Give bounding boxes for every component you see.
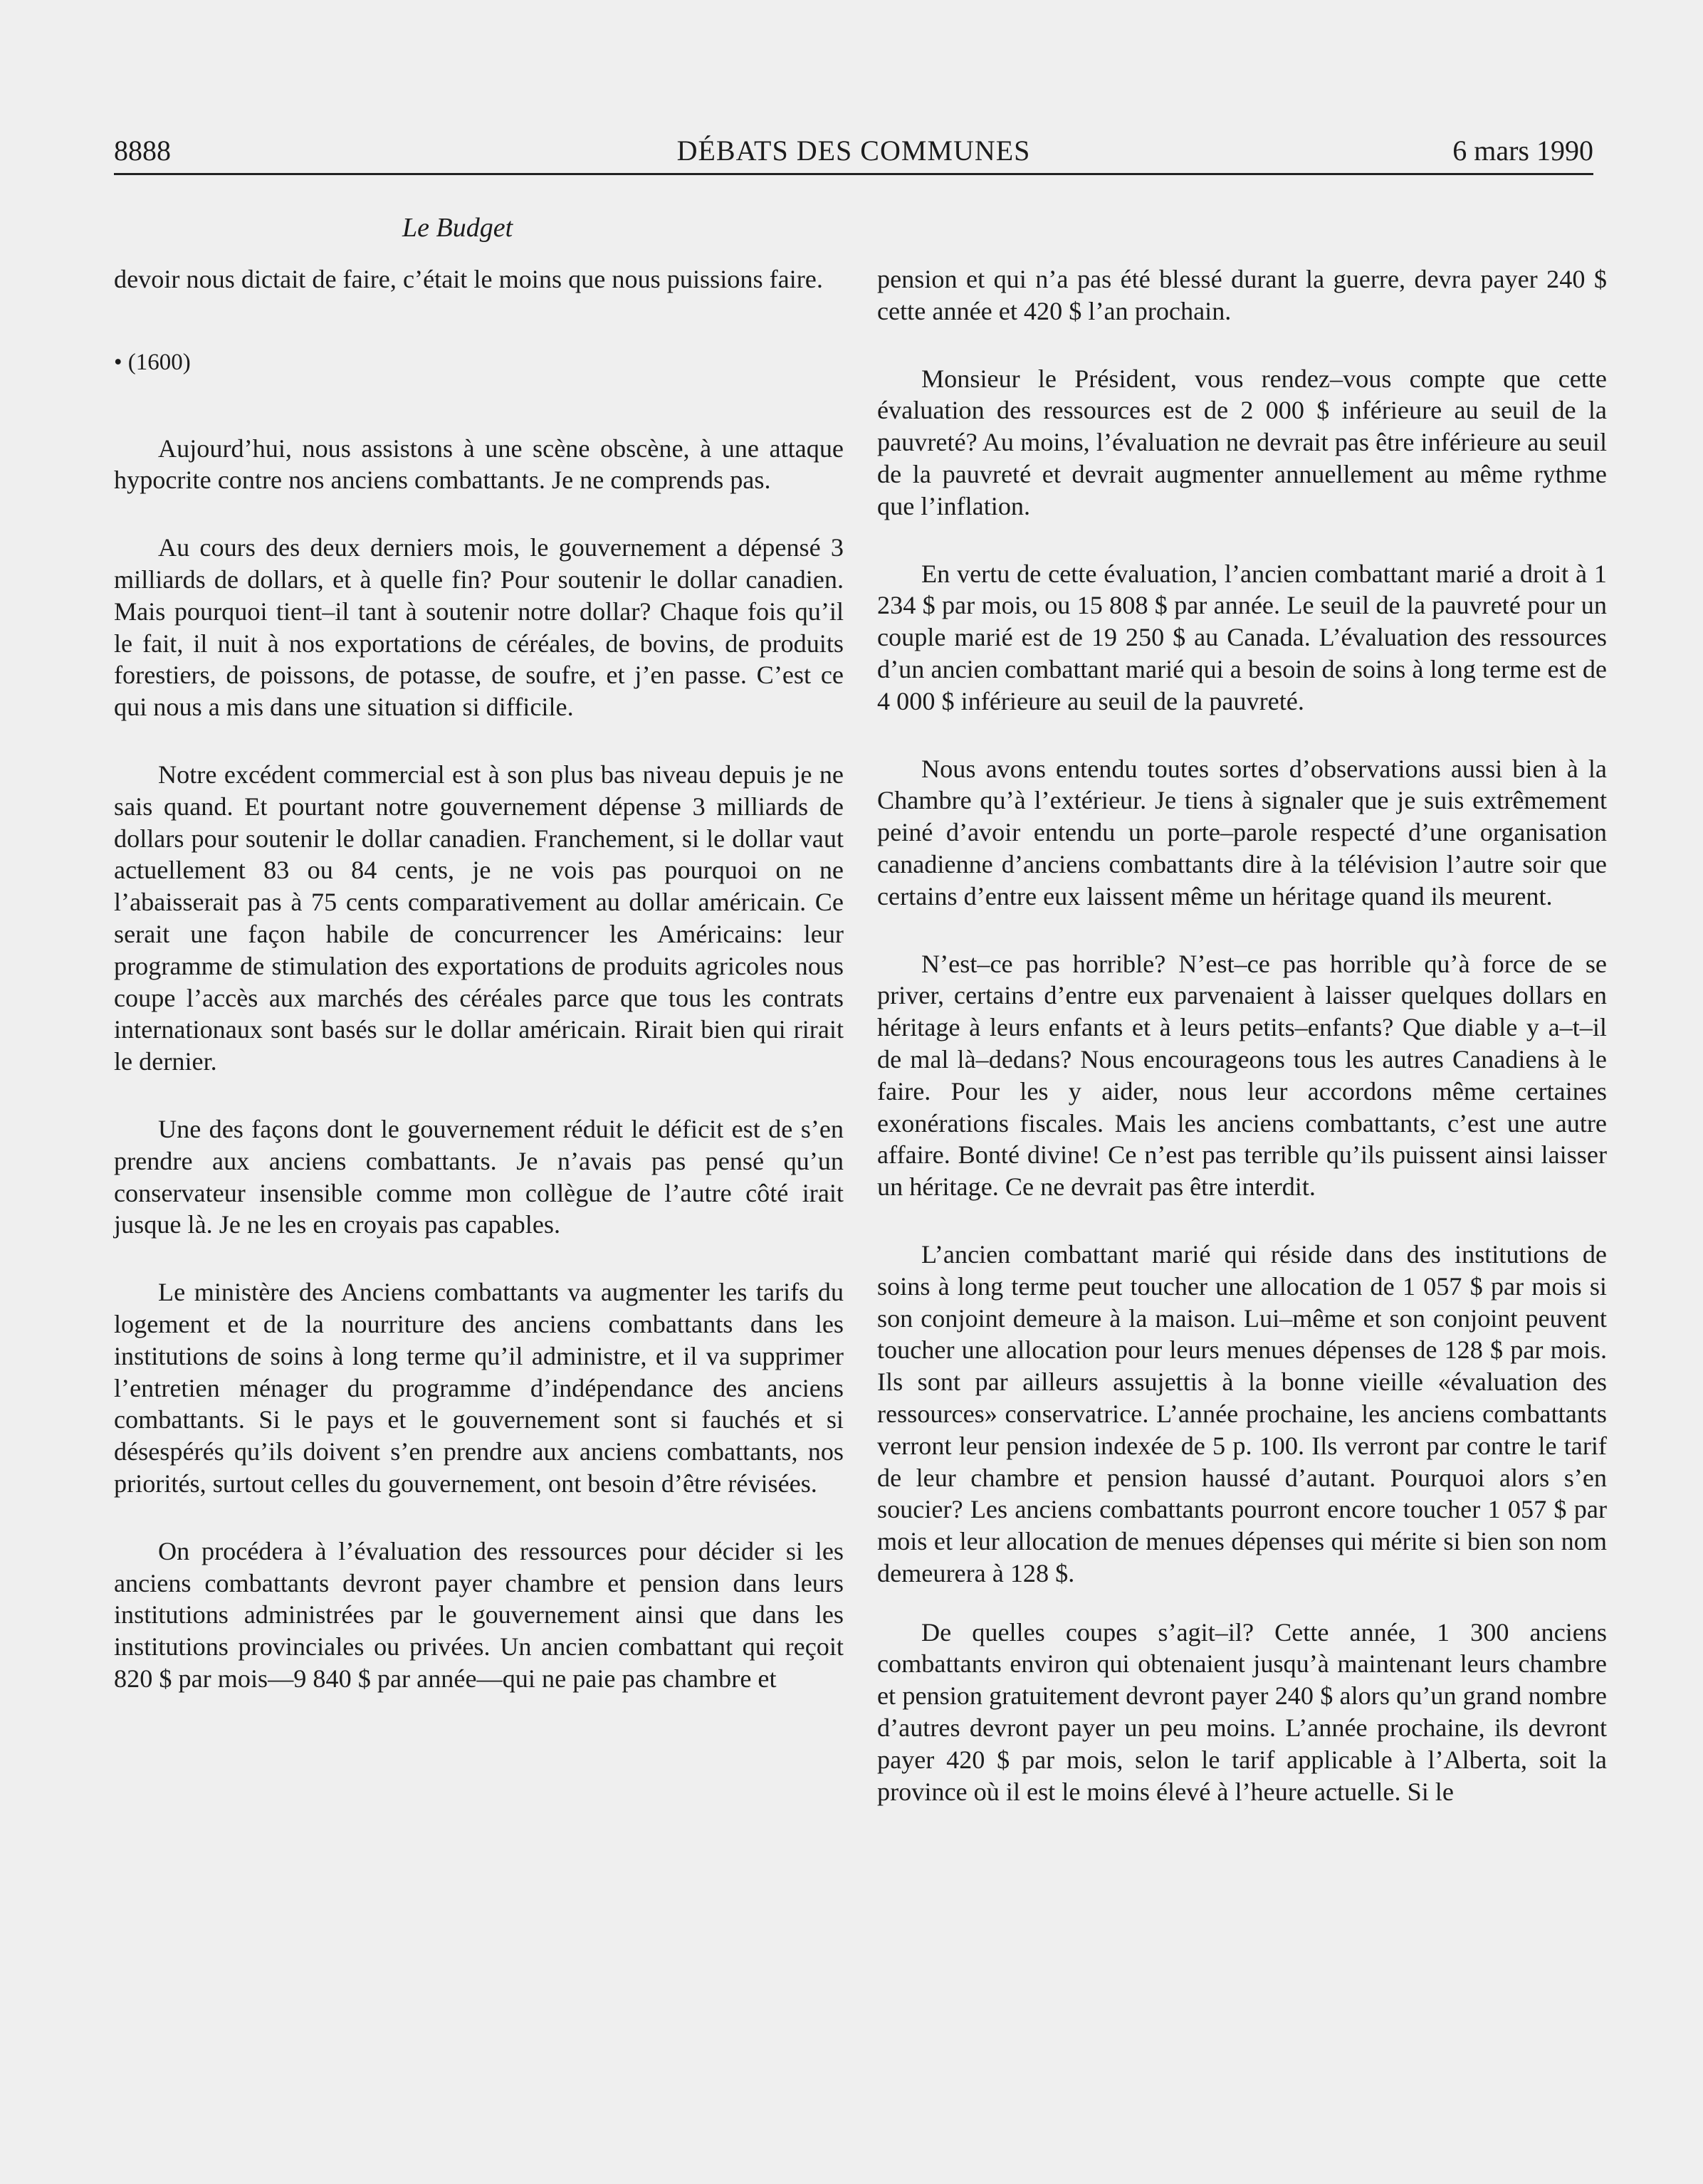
publication-date: 6 mars 1990 xyxy=(1452,135,1593,167)
paragraph: Nous avons entendu toutes sortes d’observations aussi bien à la Chambre qu’à l’extérieur. Je tiens à signaler que je suis extrêmement peiné d’avoir entendu un porte–parole respecté d’une organisation canadienne d’anciens combattants dire à la télévision l’autre soir que certains d’entre eux laissent même un héritage quand ils meurent. xyxy=(877,754,1607,910)
paragraph: Monsieur le Président, vous rendez–vous compte que cette évaluation des ressources est de 2 000 $ inférieure au seuil de la pauvreté? Au moins, l’évaluation ne devrait pas être inférieure au seuil de la pauvreté et devrait augmenter annuellement au même rythme que l’inflation. xyxy=(877,364,1607,520)
paragraph: On procédera à l’évaluation des ressources pour décider si les anciens combattants devront payer chambre et pension dans leurs institutions administrées par le gouvernement ainsi que dans les institutions provinciales ou privées. Un ancien combattant qui reçoit 820 $ par mois—9 840 $ par année—qui ne paie pas chambre et xyxy=(114,1536,844,1693)
paragraph: Le ministère des Anciens combattants va augmenter les tarifs du logement et de la nourriture des anciens combattants dans les institutions de soins à long terme qu’il administre, et il va supprimer l’entretien ménager du programme d’indépendance des anciens combattants. Si le pays et le gouvernement sont si fauchés et si désespérés qu’ils doivent s’en prendre aux anciens combattants, nos priorités, surtout celles du gouvernement, ont besoin d’être révisées. xyxy=(114,1278,844,1498)
paragraph: devoir nous dictait de faire, c’était le moins que nous puissions faire. xyxy=(114,265,823,293)
paragraph: Aujourd’hui, nous assistons à une scène obscène, à une attaque hypocrite contre nos anciens combattants. Je ne comprends pas. xyxy=(114,434,844,495)
paragraph: Une des façons dont le gouvernement réduit le déficit est de s’en prendre aux anciens combattants. Je n’avais pas pensé qu’un conservateur insensible comme mon collègue de l’autre côté irait jusque là. Je ne les en croyais pas capables. xyxy=(114,1114,844,1239)
right-column xyxy=(877,263,1607,1807)
section-title: Le Budget xyxy=(402,213,513,243)
paragraph: En vertu de cette évaluation, l’ancien combattant marié a droit à 1 234 $ par mois, ou 15 808 $ par année. Le seuil de la pauvreté pour un couple marié est de 19 250 $ au Canada. L’évaluation des ressources d’un ancien combattant marié qui a besoin de soins à long terme est de 4 000 $ inférieure au seuil de la pauvreté. xyxy=(877,559,1607,715)
time-marker: • (1600) xyxy=(114,349,191,375)
paragraph: N’est–ce pas horrible? N’est–ce pas horrible qu’à force de se priver, certains d’entre eux parvenaient à laisser quelques dollars en héritage à leurs enfants et à leurs petits–enfants? Que diable y a–t–il de mal là–dedans? Nous encourageons tous les autres Canadiens à le faire. Pour les y aider, nous leur accordons même certaines exonérations fiscales. Mais les anciens combattants, c’est une autre affaire. Bonté divine! Ce n’est pas terrible qu’ils puissent ainsi laisser un héritage. Ce ne devrait pas être interdit. xyxy=(877,949,1607,1202)
paragraph: L’ancien combattant marié qui réside dans des institutions de soins à long terme peut toucher une allocation de 1 057 $ par mois si son conjoint demeure à la maison. Lui–même et son conjoint peuvent toucher une allocation pour leurs menues dépenses de 128 $ par mois. Ils sont par ailleurs assujettis à la bonne vieille «évaluation des ressources» conservatrice. L’année prochaine, les anciens combattants verront leur pension indexée de 5 p. 100. Ils verront par contre le tarif de leur chambre et pension haussé d’autant. Pourquoi alors s’en soucier? Les anciens combattants pourront encore toucher 1 057 $ par mois et leur allocation de menues dépenses qui mérite si bien son nom demeurera à 128 $. xyxy=(877,1239,1607,1587)
page-number: 8888 xyxy=(114,135,171,167)
paragraph: Notre excédent commercial est à son plus bas niveau depuis je ne sais quand. Et pourtant notre gouvernement dépense 3 milliards de dollars pour soutenir le dollar canadien. Franchement, si le dollar vaut actuellement 83 ou 84 cents, je ne vois pas pourquoi on ne l’abaisserait pas à 75 cents comparativement au dollar américain. Ce serait une façon habile de concurrencer les Américains: leur programme de stimulation des exportations de produits agricoles nous coupe l’accès aux marchés des céréales parce que tous les contrats internationaux sont basés sur le dollar américain. Rirait bien qui rirait le dernier. xyxy=(114,760,844,1076)
left-column xyxy=(114,263,844,1695)
paragraph: De quelles coupes s’agit–il? Cette année, 1 300 anciens combattants environ qui obtenaient jusqu’à maintenant leurs chambre et pension gratuitement devront payer 240 $ alors qu’un grand nombre d’autres devront payer un peu moins. L’année prochaine, ils devront payer 420 $ par mois, selon le tarif applicable à l’Alberta, soit la province où il est le moins élevé à l’heure actuelle. Si le xyxy=(877,1617,1607,1806)
paragraph: pension et qui n’a pas été blessé durant la guerre, devra payer 240 $ cette année et 420 $ l’an prochain. xyxy=(877,265,1607,325)
publication-title: DÉBATS DES COMMUNES xyxy=(676,135,1031,167)
paragraph: Au cours des deux derniers mois, le gouvernement a dépensé 3 milliards de dollars, et à quelle fin? Pour soutenir le dollar canadien. Mais pourquoi tient–il tant à soutenir notre dollar? Chaque fois qu’il le fait, il nuit à nos exportations de céréales, de bovins, de produits forestiers, de poissons, de potasse, de soufre, et j’en passe. C’est ce qui nous a mis dans une situation si difficile. xyxy=(114,533,844,722)
page-header xyxy=(114,134,1593,175)
header-rule xyxy=(114,173,1593,175)
